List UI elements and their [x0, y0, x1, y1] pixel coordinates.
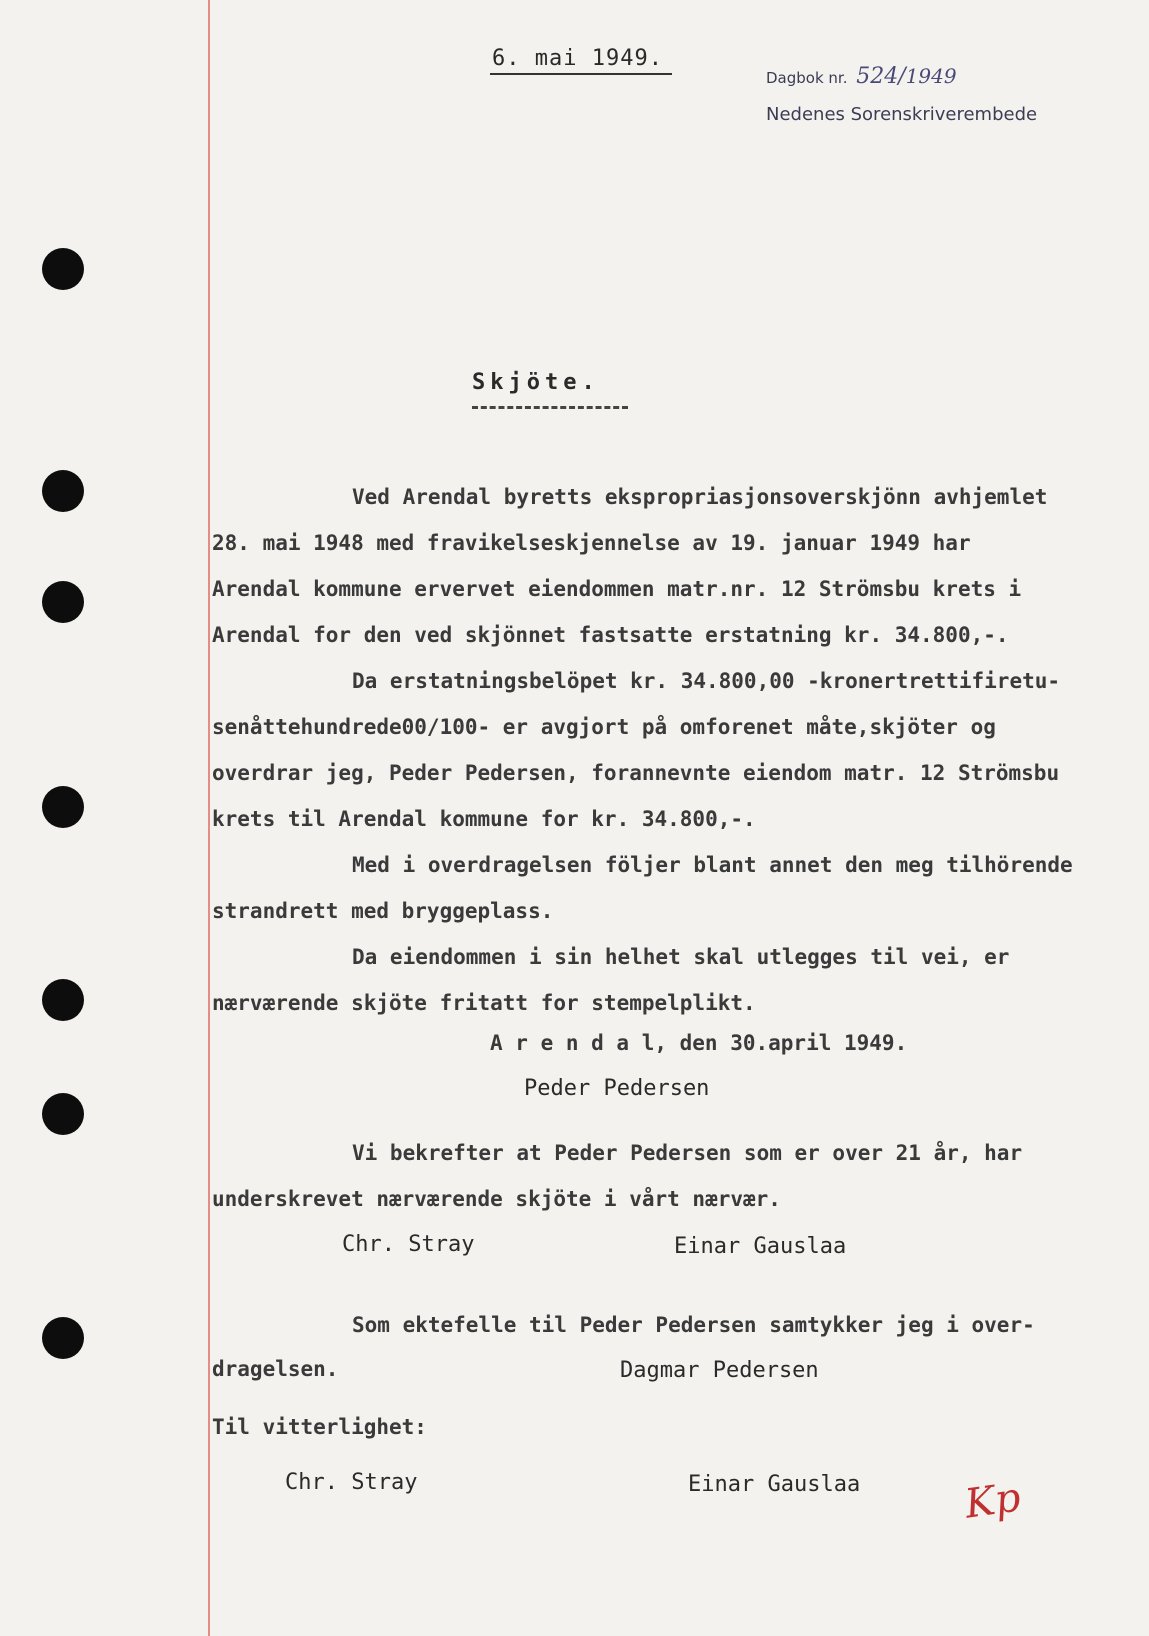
dagbok-label: Dagbok nr.: [766, 69, 848, 87]
body-line: krets til Arendal kommune for kr. 34.800,-.: [212, 807, 756, 831]
dagbok-stamp: Dagbok nr. 524/1949: [766, 64, 957, 89]
punch-hole: [42, 1093, 84, 1135]
title-underline: [472, 406, 628, 409]
handwritten-initials: Kp: [962, 1474, 1024, 1528]
place-date: A r e n d a l, den 30.april 1949.: [490, 1031, 908, 1055]
spouse-statement-line: dragelsen.: [212, 1357, 339, 1381]
witness-statement-line: underskrevet nærværende skjöte i vårt nærvær.: [212, 1187, 781, 1211]
attest-witness-name: Einar Gauslaa: [688, 1472, 861, 1497]
body-line: 28. mai 1948 med fravikelseskjennelse av 19. januar 1949 har: [212, 531, 971, 555]
document-title: Skjöte.: [472, 370, 600, 395]
body-line: Med i overdragelsen följer blant annet den meg tilhörende: [352, 853, 1073, 877]
punch-hole: [42, 1317, 84, 1359]
body-line: strandrett med bryggeplass.: [212, 899, 554, 923]
body-line: Arendal for den ved skjönnet fastsatte erstatning kr. 34.800,-.: [212, 623, 1009, 647]
margin-line: [208, 0, 210, 1636]
spouse-statement-line: Som ektefelle til Peder Pedersen samtykker jeg i over-: [352, 1313, 1035, 1337]
date-underline: [490, 73, 672, 75]
dagbok-year: 1949: [905, 64, 957, 88]
punch-hole: [42, 581, 84, 623]
document-date: 6. mai 1949.: [492, 46, 663, 71]
witness-statement-line: Vi bekrefter at Peder Pedersen som er over 21 år, har: [352, 1141, 1023, 1165]
dagbok-number: 524: [856, 64, 899, 89]
office-stamp: Nedenes Sorenskriverembede: [766, 104, 1038, 125]
witness-name: Chr. Stray: [342, 1232, 475, 1257]
attest-witness-name: Chr. Stray: [285, 1470, 418, 1495]
body-line: Arendal kommune ervervet eiendommen matr.nr. 12 Strömsbu krets i: [212, 577, 1022, 601]
punch-hole: [42, 979, 84, 1021]
witness-name: Einar Gauslaa: [674, 1234, 847, 1259]
punch-hole: [42, 248, 84, 290]
body-line: nærværende skjöte fritatt for stempelplikt.: [212, 991, 756, 1015]
punch-hole: [42, 470, 84, 512]
attest-label: Til vitterlighet:: [212, 1415, 427, 1439]
body-line: senåttehundrede00/100- er avgjort på omforenet måte,skjöter og: [212, 715, 996, 739]
signer-name: Peder Pedersen: [524, 1076, 710, 1101]
body-line: overdrar jeg, Peder Pedersen, forannevnte eiendom matr. 12 Strömsbu: [212, 761, 1060, 785]
body-line: Da eiendommen i sin helhet skal utlegges til vei, er: [352, 945, 1010, 969]
body-line: Da erstatningsbelöpet kr. 34.800,00 -kronertrettifiretu-: [352, 669, 1061, 693]
punch-hole: [42, 786, 84, 828]
spouse-name: Dagmar Pedersen: [620, 1358, 819, 1383]
body-line: Ved Arendal byretts ekspropriasjonsoverskjönn avhjemlet: [352, 485, 1048, 509]
